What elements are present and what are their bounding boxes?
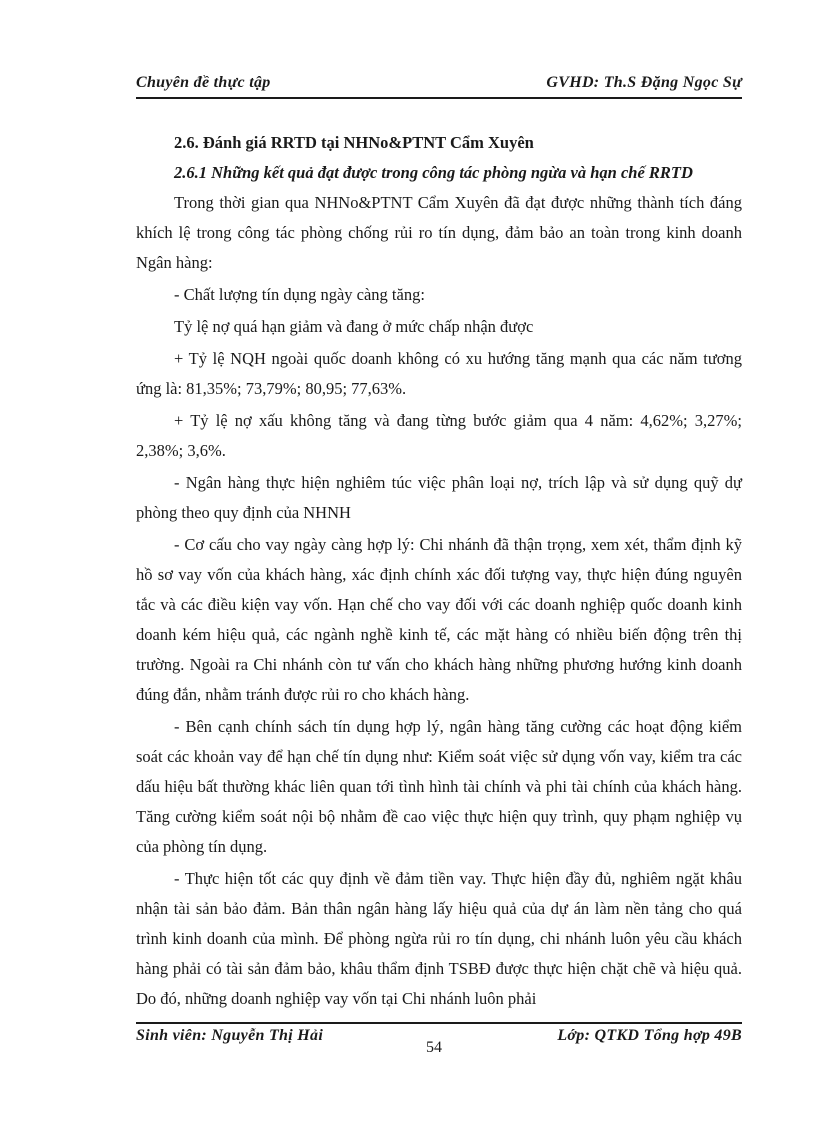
subsection-title: 2.6.1 Những kết quả đạt được trong công tác phòng ngừa và hạn chế RRTD bbox=[174, 163, 693, 182]
paragraph-collateral: - Thực hiện tốt các quy định về đảm tiền vay. Thực hiện đầy đủ, nghiêm ngặt khâu nhận tài sản bảo đảm. Bản thân ngân hàng lấy hiệu quả của dự án làm nền tảng cho quá trình kinh doanh của mình. Để phòng ngừa rủi ro tín dụng, chi nhánh luôn yêu cầu khách hàng phải có tài sản đảm bảo, khâu thẩm định TSBĐ được thực hiện chặt chẽ và hiệu quả. Do đó, những doanh nghiệp vay vốn tại Chi nhánh luôn phải bbox=[136, 869, 742, 1008]
paragraph-bad-debt: + Tỷ lệ nợ xấu không tăng và đang từng bước giảm qua 4 năm: 4,62%; 3,27%; 2,38%; 3,6%. bbox=[136, 411, 742, 460]
paragraph-intro: Trong thời gian qua NHNo&PTNT Cẩm Xuyên đã đạt được những thành tích đáng khích lệ trong công tác phòng chống rủi ro tín dụng, đảm bảo an toàn trong kinh doanh Ngân hàng: bbox=[136, 193, 742, 272]
header-divider bbox=[136, 97, 742, 99]
page-header bbox=[136, 74, 742, 98]
paragraph-credit-control: - Bên cạnh chính sách tín dụng hợp lý, ngân hàng tăng cường các hoạt động kiểm soát các khoản vay để hạn chế tín dụng như: Kiểm soát việc sử dụng vốn vay, kiểm tra các dấu hiệu bất thường khác liên quan tới tình hình tài chính và phi tài chính của khách hàng. Tăng cường kiểm soát nội bộ nhằm đề cao việc thực hiện quy trình, quy phạm nghiệp vụ của phòng tín dụng. bbox=[136, 717, 742, 856]
paragraph-npl-nonstate: + Tỷ lệ NQH ngoài quốc doanh không có xu hướng tăng mạnh qua các năm tương ứng là: 81,35%; 73,79%; 80,95; 77,63%. bbox=[136, 349, 742, 398]
section-title: 2.6. Đánh giá RRTD tại NHNo&PTNT Cẩm Xuyên bbox=[174, 133, 534, 152]
page-footer bbox=[136, 1027, 742, 1057]
paragraph-loan-structure: - Cơ cấu cho vay ngày càng hợp lý: Chi nhánh đã thận trọng, xem xét, thẩm định kỹ hồ sơ vay vốn của khách hàng, xác định chính xác đối tượng vay, thực hiện đúng nguyên tắc và các điều kiện vay vốn. Hạn chế cho vay đối với các doanh nghiệp quốc doanh kinh doanh kém hiệu quả, các ngành nghề kinh tế, các mặt hàng có nhiều biến động trên thị trường. Ngoài ra Chi nhánh còn tư vấn cho khách hàng những phương hướng kinh doanh đúng đắn, nhằm tránh được rủi ro cho khách hàng. bbox=[136, 535, 742, 704]
header-document-type: Chuyên đề thực tập bbox=[136, 74, 271, 91]
footer-student: Sinh viên: Nguyễn Thị Hải bbox=[136, 1027, 324, 1044]
paragraph-overdue-ratio: Tỷ lệ nợ quá hạn giảm và đang ở mức chấp nhận được bbox=[174, 317, 534, 336]
paragraph-debt-classification: - Ngân hàng thực hiện nghiêm túc việc phân loại nợ, trích lập và sử dụng quỹ dự phòng theo quy định của NHNH bbox=[136, 473, 742, 522]
footer-class: Lớp: QTKD Tổng hợp 49B bbox=[557, 1027, 742, 1044]
footer-divider bbox=[136, 1022, 742, 1024]
page-body bbox=[136, 128, 742, 1016]
page-number: 54 bbox=[426, 1039, 442, 1056]
paragraph-credit-quality: - Chất lượng tín dụng ngày càng tăng: bbox=[174, 285, 425, 304]
header-supervisor: GVHD: Th.S Đặng Ngọc Sự bbox=[546, 74, 742, 91]
